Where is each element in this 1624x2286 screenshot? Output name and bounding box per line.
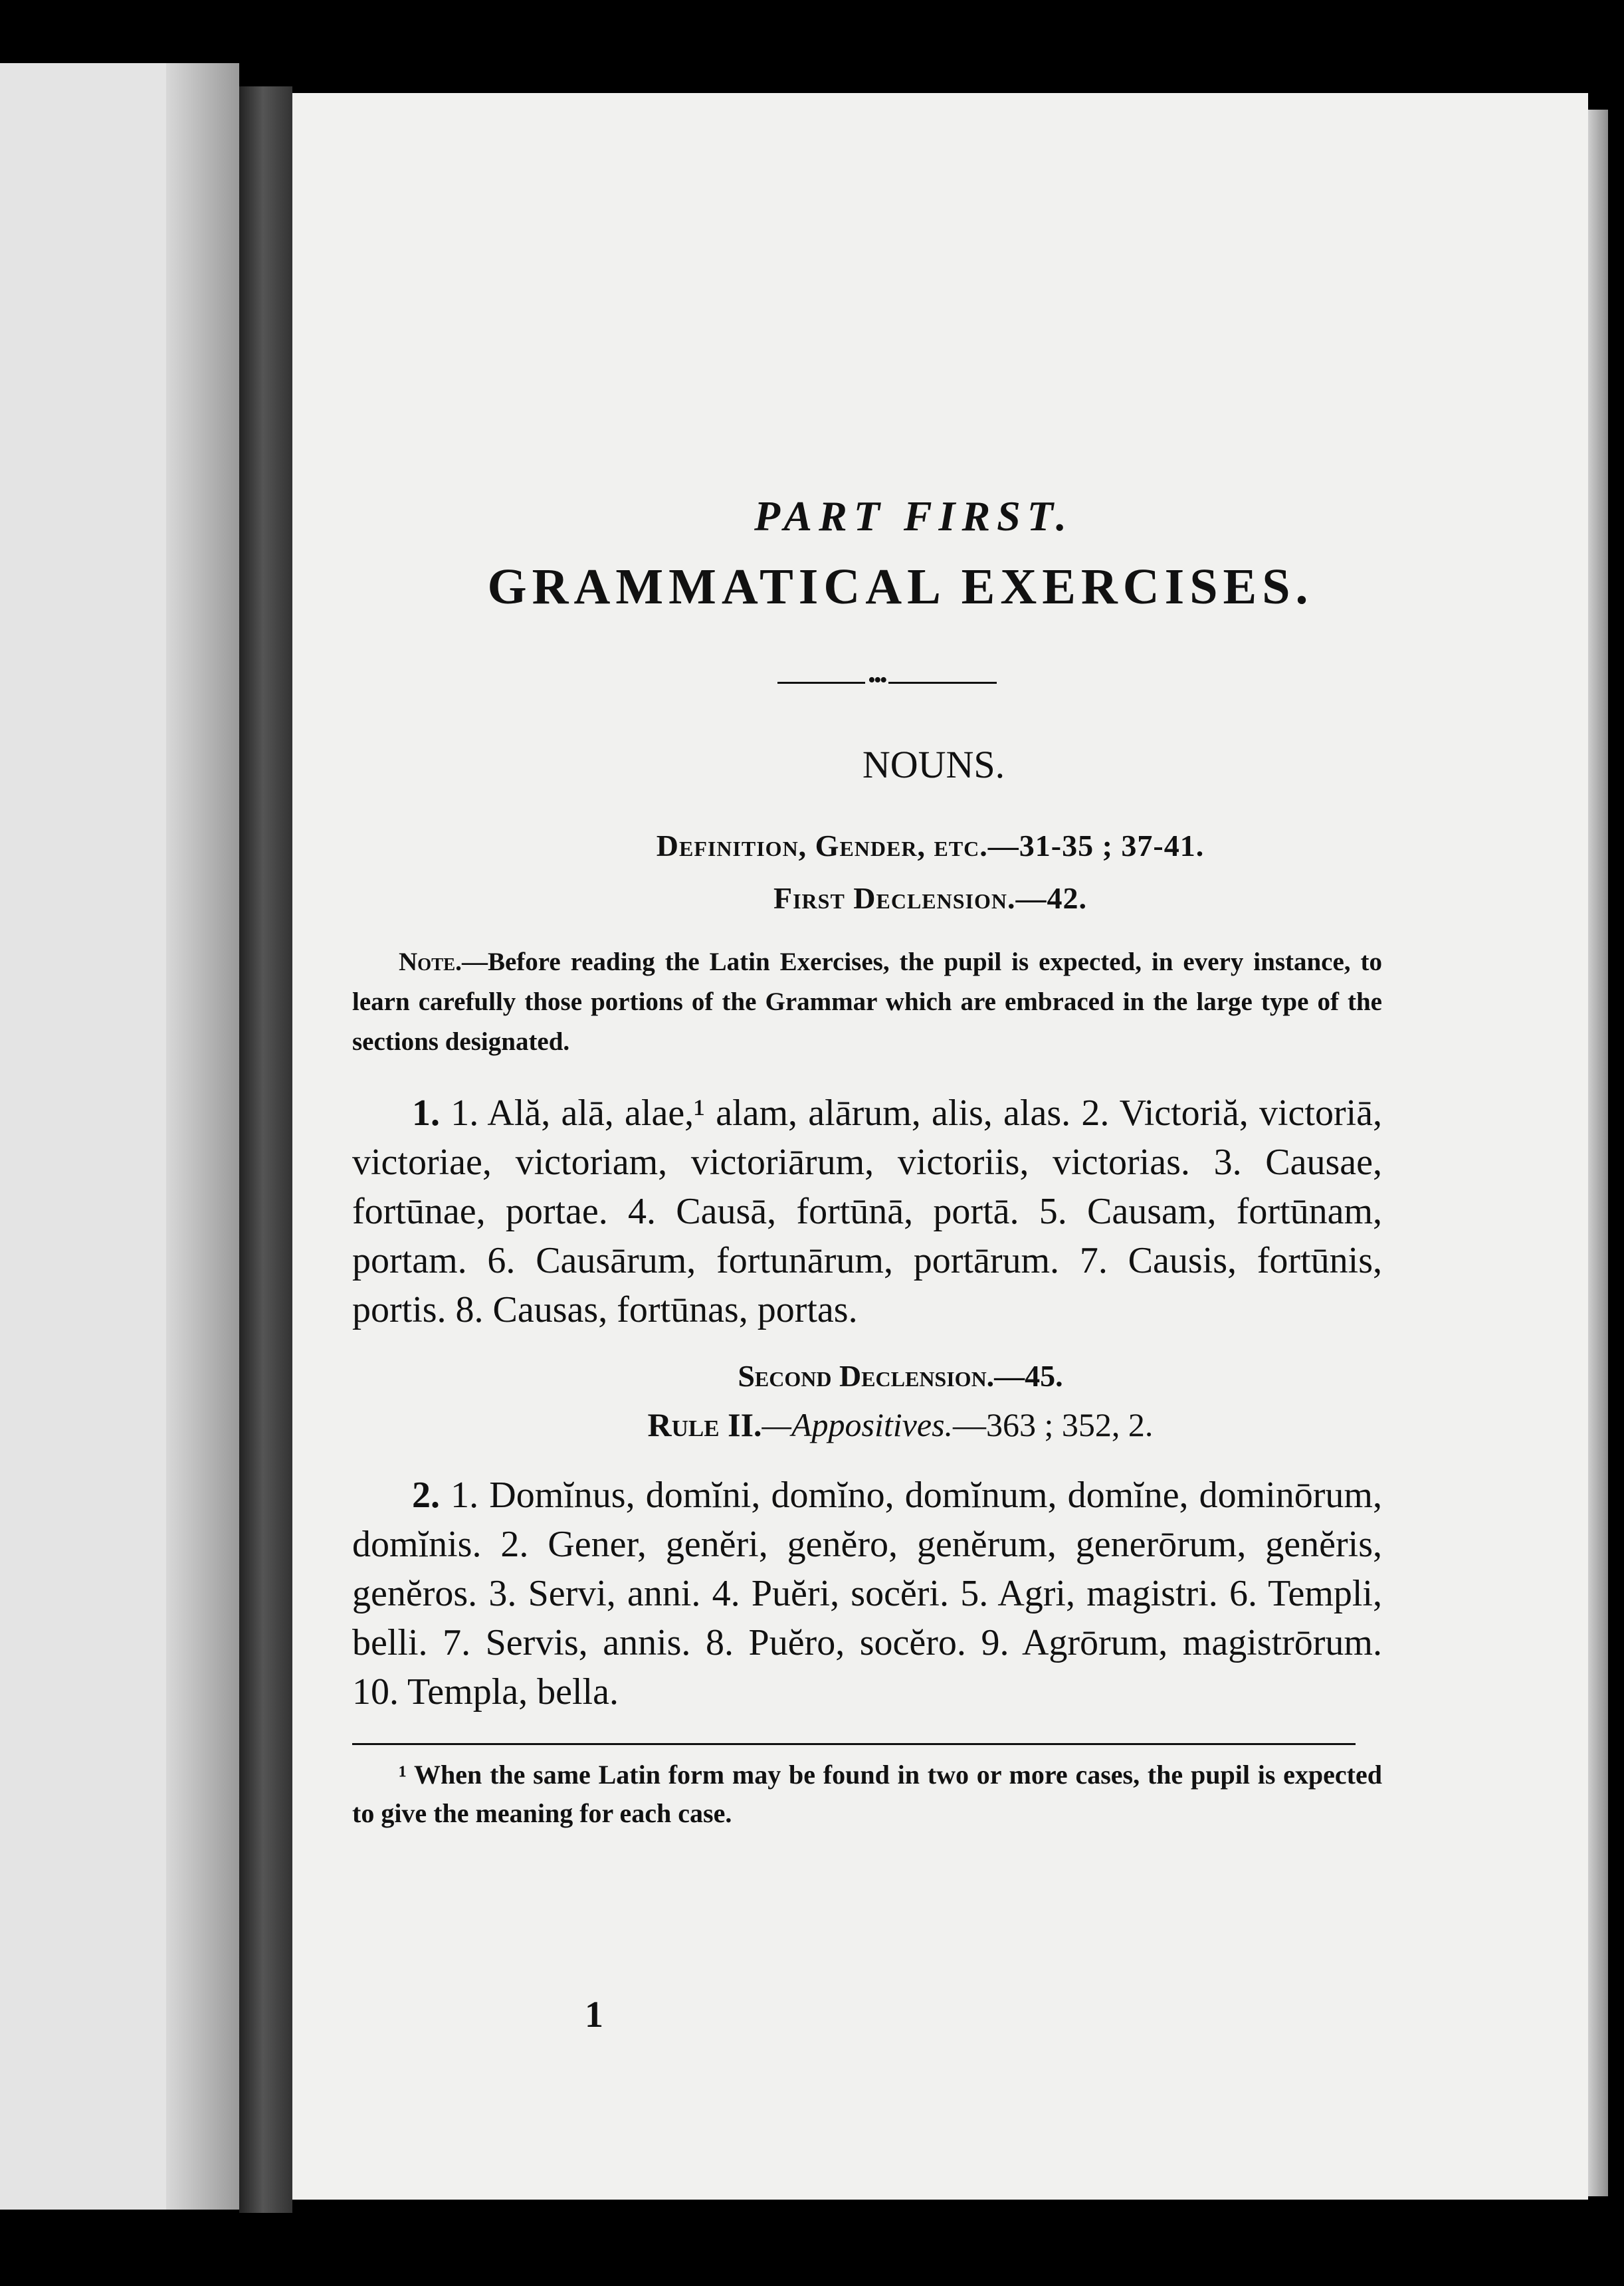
exercise-2-text: 1. Domĭnus, domĭni, domĭno, domĭnum, domĭne, dominōrum, domĭnis. 2. Gener, genĕri, genĕro, genĕrum, generōrum, genĕris, genĕros. 3. Servi, anni. 4. Puĕri, socĕri. 5. Agri, magistri. 6. Templi, belli. 7. Servis, annis. 8. Puĕro, socĕro. 9. Agrōrum, magistrōrum. 10. Templa, bella. <box>352 1475 1382 1713</box>
left-page-shadow <box>166 63 239 2210</box>
subhead-definition: Definition, Gender, etc.—31-35 ; 37-41. <box>656 829 1205 863</box>
ornament-dots: ••• <box>865 668 888 693</box>
rule-line <box>352 1405 1382 1444</box>
rule-label: Rule II. <box>647 1406 762 1443</box>
exercise-2-number: 2. <box>412 1475 440 1516</box>
footnote: ¹ When the same Latin form may be found in two or more cases, the pupil is expected to give the meaning for each case. <box>352 1760 1382 1828</box>
footnote-rule <box>352 1743 1356 1745</box>
section-title: NOUNS. <box>862 743 1005 786</box>
signature-mark: 1 <box>585 1994 603 2035</box>
subhead-second-declension: Second Declension.—45. <box>738 1359 1063 1393</box>
book-gutter <box>239 86 292 2213</box>
page-text <box>352 492 1382 1833</box>
exercise-1-number: 1. <box>412 1092 440 1134</box>
part-title: PART FIRST. <box>754 492 1073 540</box>
note-paragraph <box>352 942 1382 1062</box>
rule-title: —Appositives. <box>761 1406 954 1443</box>
note-text: —Before reading the Latin Exercises, the pupil is expected, in every instance, to learn carefully those portions of the Grammar which are embraced in the large type of the sections designated. <box>352 948 1382 1056</box>
page-edge <box>1588 110 1608 2196</box>
exercise-1-text: 1. Ală, alā, alae,¹ alam, alārum, alis, alas. 2. Victoriă, victoriā, victoriae, victoriam, victoriārum, victoriis, victorias. 3. Causae, fortūnae, portae. 4. Causā, fortūnā, portā. 5. Causam, fortūnam, portam. 6. Causārum, fortunārum, portārum. 7. Causis, fortūnis, portis. 8. Causas, fortūnas, portas. <box>352 1092 1383 1330</box>
subhead-first-declension: First Declension.—42. <box>773 881 1088 915</box>
ornament-divider <box>777 668 997 692</box>
rule-refs: —363 ; 352, 2. <box>953 1406 1154 1443</box>
main-title: GRAMMATICAL EXERCISES. <box>487 559 1314 615</box>
exercise-1 <box>352 1089 1382 1334</box>
exercise-2 <box>352 1471 1382 1716</box>
note-label: Note. <box>399 948 462 976</box>
